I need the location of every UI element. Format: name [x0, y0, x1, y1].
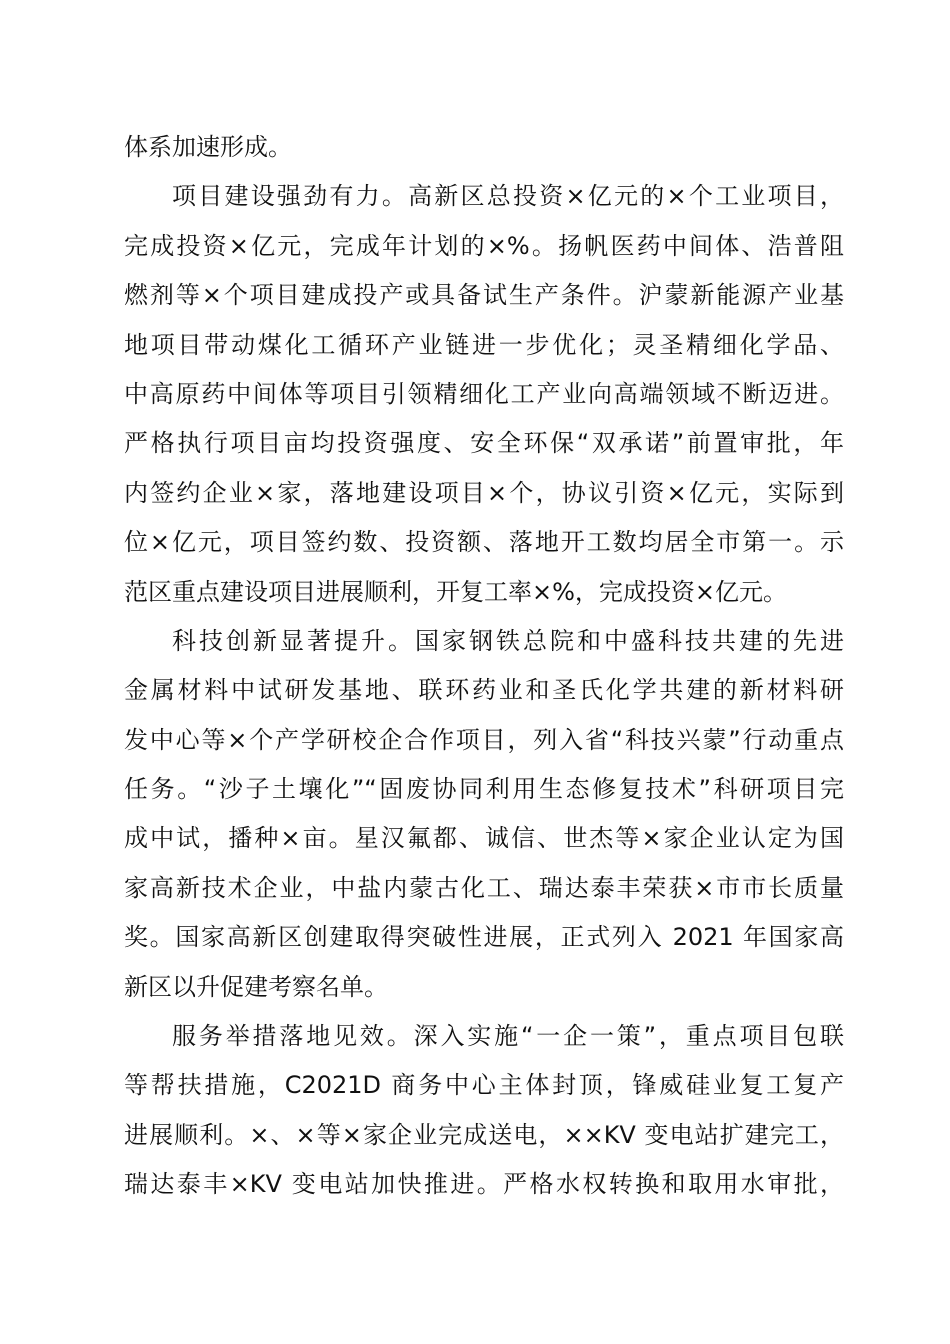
paragraph-1-line-9: 范区重点建设项目进展顺利，开复工率×%，完成投资×亿元。 — [124, 577, 788, 606]
paragraph-2-line-3: 发中心等×个产学研校企合作项目，列入省“科技兴蒙”行动重点 — [124, 725, 844, 754]
paragraph-1-line-6: 严格执行项目亩均投资强度、安全环保“双承诺”前置审批，年 — [124, 429, 844, 458]
paragraph-3-line-2: 等帮扶措施，C2021D 商务中心主体封顶，锋威硅业复工复产 — [124, 1071, 844, 1100]
paragraph-1-line-3: 燃剂等×个项目建成投产或具备试生产条件。沪蒙新能源产业基 — [124, 281, 844, 310]
paragraph-1-line-4: 地项目带动煤化工循环产业链进一步优化；灵圣精细化学品、 — [124, 330, 844, 359]
paragraph-1-line-5: 中高原药中间体等项目引领精细化工产业向高端领域不断迈进。 — [124, 379, 844, 408]
paragraph-2-line-4: 任务。“沙子土壤化”“固废协同利用生态修复技术”科研项目完 — [124, 775, 844, 804]
document-body — [124, 123, 844, 1210]
paragraph-2-line-2: 金属材料中试研发基地、联环药业和圣氏化学共建的新材料研 — [124, 676, 844, 705]
paragraph-3-line-3: 进展顺利。×、×等×家企业完成送电，××KV 变电站扩建完工， — [124, 1120, 844, 1149]
paragraph-1-line-8: 位×亿元，项目签约数、投资额、落地开工数均居全市第一。示 — [124, 528, 844, 557]
paragraph-1-line-1: 项目建设强劲有力。高新区总投资×亿元的×个工业项目， — [172, 182, 844, 211]
paragraph-0-line-1: 体系加速形成。 — [124, 133, 292, 161]
paragraph-2-line-5: 成中试，播种×亩。星汉氟都、诚信、世杰等×家企业认定为国 — [124, 824, 844, 853]
paragraph-3-line-4: 瑞达泰丰×KV 变电站加快推进。严格水权转换和取用水审批， — [124, 1170, 844, 1199]
paragraph-3-line-1: 服务举措落地见效。深入实施“一企一策”，重点项目包联 — [172, 1022, 844, 1051]
paragraph-2-line-7: 奖。国家高新区创建取得突破性进展，正式列入 2021 年国家高 — [124, 923, 844, 952]
paragraph-1-line-7: 内签约企业×家，落地建设项目×个，协议引资×亿元，实际到 — [124, 478, 844, 507]
paragraph-2-line-6: 家高新技术企业，中盐内蒙古化工、瑞达泰丰荣获×市市长质量 — [124, 873, 844, 902]
paragraph-2-line-8: 新区以升促建考察名单。 — [124, 972, 388, 1001]
paragraph-2-line-1: 科技创新显著提升。国家钢铁总院和中盛科技共建的先进 — [172, 626, 844, 655]
paragraph-1-line-2: 完成投资×亿元，完成年计划的×%。扬帆医药中间体、浩普阻 — [124, 231, 844, 260]
